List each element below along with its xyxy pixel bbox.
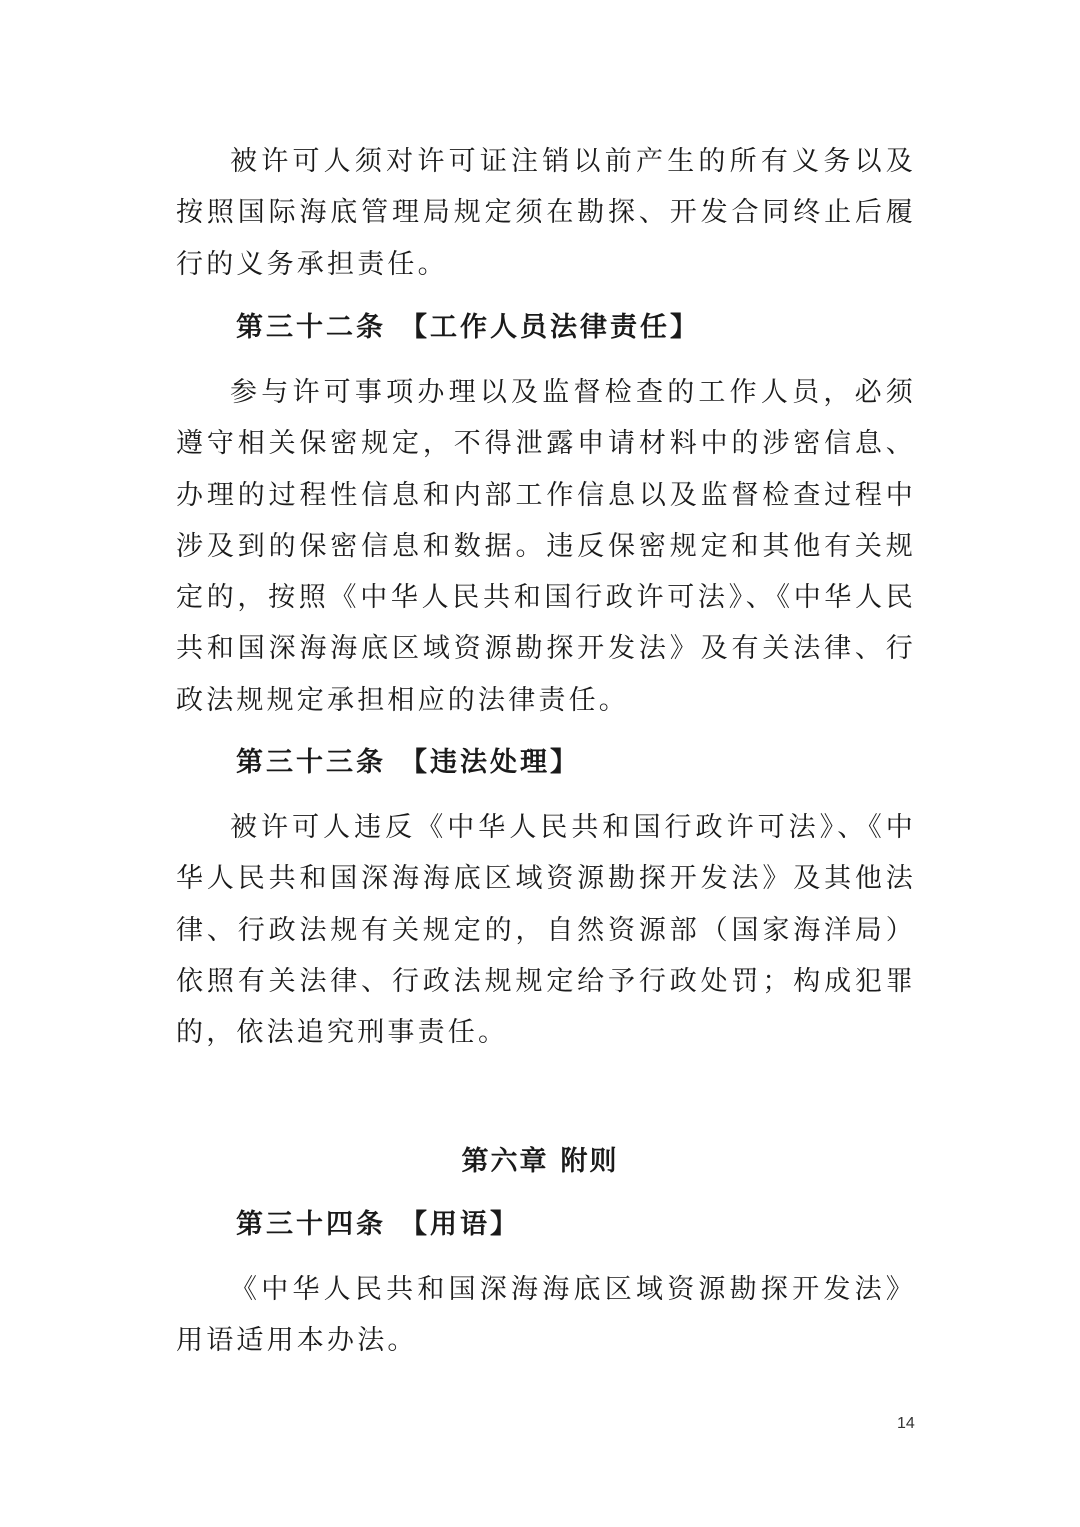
- page-number: 14: [897, 1415, 915, 1432]
- article-33-heading: [236, 743, 580, 783]
- article-33-label: 第三十三条: [236, 747, 386, 778]
- article-32-title: 【工作人员法律责任】: [400, 312, 700, 343]
- paragraph-obligations: 被许可人须对许可证注销以前产生的所有义务以及按照国际海底管理局规定须在勘探、开发合同终止后履行的义务承担责任。: [176, 146, 916, 280]
- article-34-body: 《中华人民共和国深海海底区域资源勘探开发法》用语适用本办法。: [176, 1274, 916, 1357]
- article-34-heading: [236, 1205, 520, 1245]
- article-34-label: 第三十四条: [236, 1209, 386, 1240]
- article-33-body: 被许可人违反《中华人民共和国行政许可法》、《中华人民共和国深海海底区域资源勘探开发法》及其他法律、行政法规有关规定的，自然资源部（国家海洋局）依照有关法律、行政法规规定给予行政处罚；构成犯罪的，依法追究刑事责任。: [176, 812, 916, 1049]
- chapter-6-heading: [0, 1142, 1080, 1182]
- article-32-body: 参与许可事项办理以及监督检查的工作人员，必须遵守相关保密规定，不得泄露申请材料中的涉密信息、办理的过程性信息和内部工作信息以及监督检查过程中涉及到的保密信息和数据。违反保密规定和其他有关规定的，按照《中华人民共和国行政许可法》、《中华人民共和国深海海底区域资源勘探开发法》及有关法律、行政法规规定承担相应的法律责任。: [176, 377, 916, 716]
- chapter-6-title: 附则: [560, 1146, 619, 1177]
- article-32-heading: [236, 308, 700, 348]
- chapter-6-label: 第六章: [461, 1146, 549, 1177]
- article-33-title: 【违法处理】: [400, 747, 580, 778]
- article-32-label: 第三十二条: [236, 312, 386, 343]
- article-34-title: 【用语】: [400, 1209, 520, 1240]
